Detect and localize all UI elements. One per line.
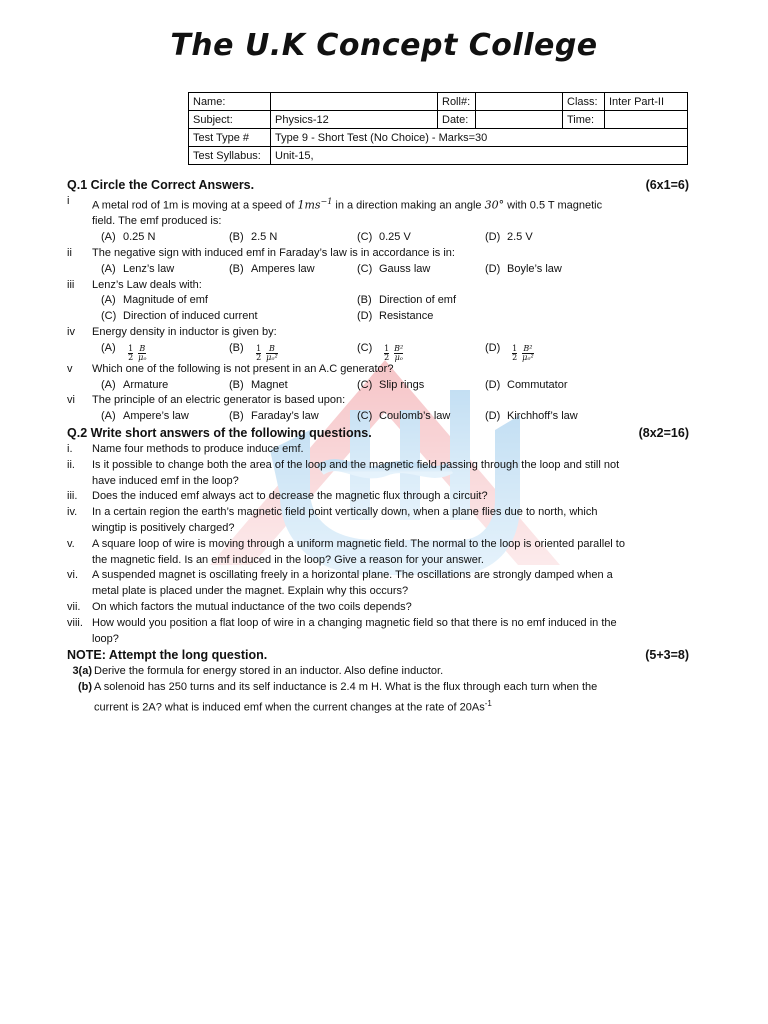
subject-label: Subject: — [189, 111, 271, 129]
mcq-item — [67, 325, 689, 341]
option[interactable]: (D) $\frac{1}{2}$ $\frac{\text{B²}}{\text{μₒ²}}$ — [485, 341, 534, 362]
mcq-options — [67, 309, 689, 325]
note-heading: NOTE: Attempt the long question. — [67, 648, 268, 663]
mcq-text: The negative sign with induced emf in Faraday’s law is in accordance is in: — [92, 247, 455, 260]
option[interactable]: (A) Lenz’s law — [101, 262, 175, 275]
short-question: v. A square loop of wire is moving through a uniform magnetic field. The normal to the loop is oriented parallel to the magnetic field. Is an emf induced in the loop? Give a reason for your answer. — [67, 537, 625, 566]
short-question: vii. On which factors the mutual inductance of the two coils depends? — [67, 600, 412, 613]
option[interactable]: (C) 0.25 V — [357, 231, 411, 244]
mcq-item — [67, 393, 689, 409]
mcq-options — [67, 378, 689, 394]
time-label: Time: — [563, 111, 605, 129]
time-value — [605, 111, 688, 129]
short-question: iv. In a certain region the earth’s magnetic field point vertically down, when a plane flies due to north, which wingtip is positively charged? — [67, 506, 598, 534]
short-question: i. Name four methods to produce induce emf. — [67, 443, 304, 456]
mcq-number: iii — [67, 278, 75, 291]
name-value — [271, 93, 438, 111]
option[interactable]: (D) Resistance — [357, 310, 434, 323]
test-type-value: Type 9 - Short Test (No Choice) - Marks=30 — [271, 129, 688, 147]
speed-value: 1ms — [297, 198, 321, 212]
date-label: Date: — [438, 111, 476, 129]
mcq-number: vi — [67, 394, 75, 407]
mcq-options — [67, 230, 689, 246]
option[interactable]: (D) Kirchhoff’s law — [485, 410, 578, 423]
mcq-number: i — [67, 195, 70, 207]
date-value — [476, 111, 563, 129]
mcq-options — [67, 293, 689, 309]
student-info-table — [188, 92, 688, 165]
mcq-item — [67, 246, 689, 262]
mcq-number: ii — [67, 247, 72, 260]
class-label: Class: — [563, 93, 605, 111]
short-question: ii. Is it possible to change both the area of the loop and the magnetic field passing through the loop and still not have induced emf in the loop? — [67, 458, 620, 487]
option[interactable]: (D) Commutator — [485, 378, 568, 391]
long-question-part-b: (b) A solenoid has 250 turns and its self inductance is 2.4 m H. What is the flux through each turn when the current is 2A? what is induced emf when the current changes at the rate of $20As^{-1}$ — [77, 681, 598, 714]
short-question: viii. How would you position a flat loop of wire in a changing magnetic field so that there is no emf induced in the loop? — [67, 616, 617, 645]
mcq-options — [67, 409, 689, 425]
option[interactable]: (B) Direction of emf — [357, 294, 457, 307]
roll-label: Roll#: — [438, 93, 476, 111]
option[interactable]: (D) Boyle’s law — [485, 262, 562, 275]
option[interactable]: (A) Armature — [101, 378, 169, 391]
option[interactable]: (A) Ampere’s law — [101, 410, 189, 423]
mcq-text: Energy density in inductor is given by: — [92, 326, 277, 339]
name-label: Name: — [189, 93, 271, 111]
note-header — [67, 647, 689, 664]
speed-exponent: −1 — [320, 197, 333, 206]
mcq-item — [67, 278, 689, 294]
mcq-text: A metal rod of 1m is moving at a speed of $1ms^{-1}$ in a direction making an angle 30° with 0.5 T magnetic field. The emf produced is: — [92, 197, 603, 228]
q2-heading: Q.2 Write short answers of the following questions. — [67, 426, 372, 441]
mcq-number: v — [67, 362, 73, 375]
mcq-item — [67, 194, 689, 230]
option[interactable]: (C) Gauss law — [357, 262, 431, 275]
formula: $\frac{1}{2}$ $\frac{\text{B²}}{\text{μₒ}}$ — [384, 343, 404, 362]
test-type-label: Test Type # — [189, 129, 271, 147]
option[interactable]: (D) 2.5 V — [485, 231, 533, 244]
formula: $\frac{1}{2}$ $\frac{B}{\text{μₒ²}}$ — [256, 343, 278, 362]
option[interactable]: (C) Coulomb’s law — [357, 410, 451, 423]
mcq-item — [67, 362, 689, 378]
mcq-text: The principle of an electric generator is based upon: — [92, 394, 346, 407]
option[interactable]: (B) Amperes law — [229, 262, 315, 275]
college-title: The U.K Concept College — [170, 28, 598, 63]
mcq-options — [67, 262, 689, 278]
option[interactable]: (A) $\frac{1}{2}$ $\frac{B}{\text{μₒ}}$ — [101, 341, 147, 362]
angle-value: 30° — [484, 198, 505, 212]
mcq-text: Lenz’s Law deals with: — [92, 278, 202, 291]
q1-heading: Q.1 Circle the Correct Answers. — [67, 178, 255, 192]
q1-marks: (6x1=6) — [645, 178, 689, 192]
class-value: Inter Part-II — [605, 93, 688, 111]
option[interactable]: (A) 0.25 N — [101, 231, 156, 244]
roll-value — [476, 93, 563, 111]
mcq-number: iv — [67, 326, 75, 339]
q1-header — [67, 177, 689, 194]
option[interactable]: (B) $\frac{1}{2}$ $\frac{B}{\text{μₒ²}}$ — [229, 341, 278, 362]
option[interactable]: (C) $\frac{1}{2}$ $\frac{\text{B²}}{\text{μₒ}}$ — [357, 341, 404, 362]
q2-marks: (8x2=16) — [638, 426, 689, 441]
option[interactable]: (C) Direction of induced current — [101, 310, 258, 323]
formula: $\frac{1}{2}$ $\frac{B}{\text{μₒ}}$ — [128, 343, 147, 362]
mcq-options — [67, 341, 689, 362]
mcq-text: Which one of the following is not present in an A.C generator? — [92, 362, 394, 375]
option[interactable]: (B) 2.5 N — [229, 231, 278, 244]
syllabus-label: Test Syllabus: — [189, 147, 271, 165]
syllabus-value: Unit-15, — [271, 147, 688, 165]
option[interactable]: (C) Slip rings — [357, 378, 425, 391]
option[interactable]: (B) Magnet — [229, 378, 288, 391]
short-question: vi. A suspended magnet is oscillating freely in a horizontal plane. The oscillations are strongly damped when a metal plate is placed under the magnet. Explain why this occurs? — [67, 569, 613, 598]
long-question-part-a: 3(a) Derive the formula for energy stored in an inductor. Also define inductor. — [72, 665, 444, 678]
option[interactable]: (B) Faraday’s law — [229, 410, 319, 423]
note-marks: (5+3=8) — [645, 648, 689, 663]
short-question: iii. Does the induced emf always act to decrease the magnetic flux through a circuit? — [67, 490, 488, 503]
q2-header — [67, 425, 689, 442]
option[interactable]: (A) Magnitude of emf — [101, 294, 208, 307]
formula: $\frac{1}{2}$ $\frac{\text{B²}}{\text{μₒ²}}$ — [512, 343, 534, 362]
subject-value: Physics-12 — [271, 111, 438, 129]
